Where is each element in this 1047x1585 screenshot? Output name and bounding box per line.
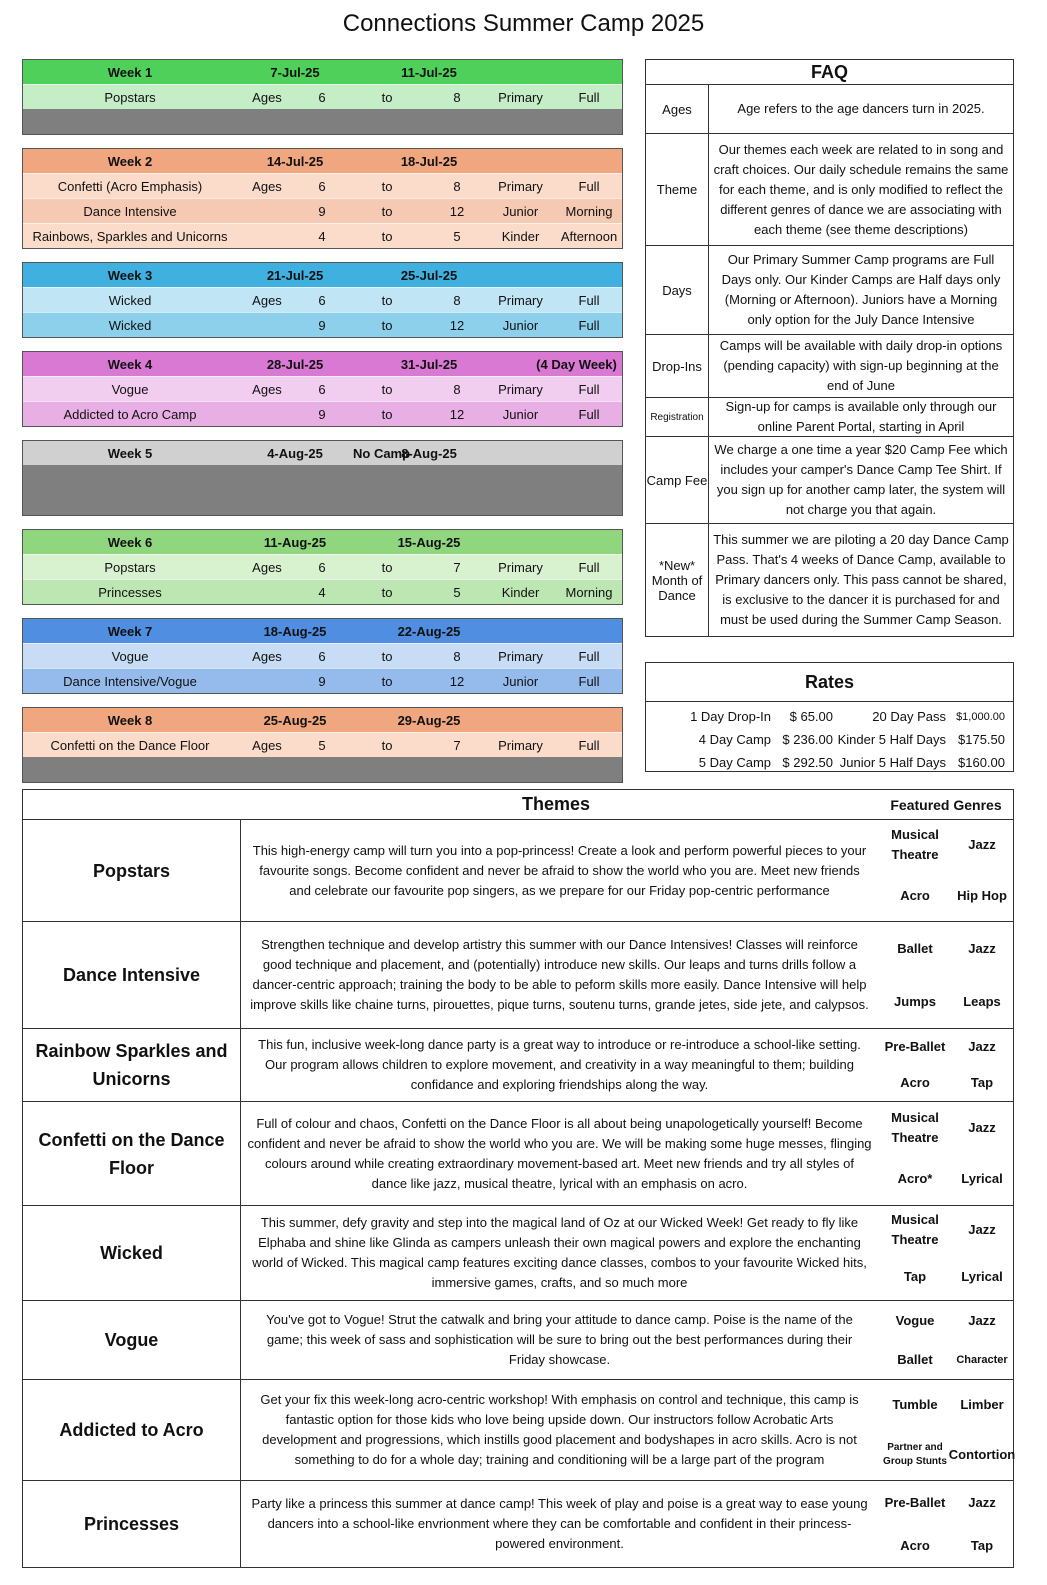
theme-genres — [879, 1481, 1013, 1567]
rate-value: $ 236.00 — [782, 732, 833, 747]
faq-question: Days — [646, 246, 709, 334]
faq-question: Ages — [646, 85, 709, 133]
genre-label: Jazz — [968, 1119, 996, 1135]
camp-to: to — [381, 406, 393, 422]
themes-table — [22, 789, 1014, 1568]
camp-name: Confetti on the Dance Floor — [50, 737, 210, 753]
camp-until: 8 — [453, 648, 461, 664]
camp-session: Full — [578, 648, 600, 664]
rate-row — [646, 751, 1013, 774]
genre-label: Jumps — [894, 993, 936, 1009]
camp-to: to — [381, 292, 393, 308]
camp-until: 12 — [449, 406, 465, 422]
camp-name: Popstars — [104, 89, 156, 105]
theme-description: Strengthen technique and develop artistry this summer with our Dance Intensives! Classes will reinforce good technique and placement, and (potentially) introduce new skills. Our leaps and turns drills follow a dancer-centric approach; training the body to be able to peform skills more easily. Dance Intensive will help improve skills like chaine turns, pirouettes, pique turns, soutenu turns, grande jetes, side jete, and calypsos. — [241, 922, 879, 1028]
camp-level: Primary — [498, 178, 543, 194]
camp-to: to — [381, 317, 393, 333]
camp-session: Full — [578, 406, 600, 422]
camp-level: Junior — [502, 203, 539, 219]
camp-session: Full — [578, 673, 600, 689]
themes-title: Themes — [521, 794, 591, 814]
weeks-schedule — [22, 59, 623, 796]
genre-label: Character — [956, 1353, 1008, 1366]
week-label: Week 7 — [107, 623, 153, 639]
camp-to: to — [381, 648, 393, 664]
camp-name: Princesses — [98, 584, 162, 600]
camp-name: Wicked — [108, 317, 152, 333]
camp-name: Rainbows, Sparkles and Unicorns — [32, 228, 228, 244]
theme-genres — [879, 1380, 1016, 1480]
week-start-date: 28-Jul-25 — [266, 356, 324, 372]
rates-title: Rates — [646, 663, 1013, 702]
rate-row — [646, 728, 1013, 751]
theme-description: Full of colour and chaos, Confetti on the Dance Floor is all about being unapologetically yourself! Become confident and never be afraid to show the world who you are. We will be making some huge messes, flinging colours around while creating extraordinary movement-based art. Meet new friends and try all styles of dance like jazz, musical theatre, lyrical with an emphasis on acro. — [241, 1102, 879, 1205]
theme-genres — [879, 1102, 1013, 1205]
faq-question: *New* Month of Dance — [646, 524, 709, 636]
camp-level: Junior — [502, 317, 539, 333]
theme-row — [23, 1301, 1013, 1380]
theme-row — [23, 1029, 1013, 1102]
faq-row — [646, 246, 1013, 335]
theme-name: Addicted to Acro — [23, 1380, 241, 1480]
camp-until: 7 — [453, 559, 461, 575]
week-header — [23, 708, 622, 732]
camp-row — [23, 198, 622, 223]
theme-description: This fun, inclusive week-long dance party is a great way to introduce or re-introduce a school-like setting. Our program allows children to explore movement, and creativity in a way meaningful to them; building confidance and exploring friendships along the way. — [241, 1029, 879, 1101]
week-header — [23, 619, 622, 643]
camp-to: to — [381, 737, 393, 753]
week-block — [22, 351, 623, 427]
camp-to: to — [381, 89, 393, 105]
camp-row — [23, 643, 622, 668]
camp-from: 6 — [318, 178, 326, 194]
theme-row — [23, 922, 1013, 1029]
camp-ages: Ages — [252, 178, 282, 194]
theme-name: Wicked — [23, 1206, 241, 1300]
week-end-date: 18-Jul-25 — [400, 153, 458, 169]
camp-level: Kinder — [501, 584, 540, 600]
camp-level: Junior — [502, 673, 539, 689]
genre-label: Limber — [960, 1397, 1004, 1412]
week-block — [22, 59, 623, 135]
week-note-right: (4 Day Week) — [536, 356, 617, 372]
theme-description: Get your fix this week-long acro-centric workshop! With emphasis on control and technique, this camp is fantastic option for those kids who love being upside down. Our instructors follow Acrobatic Arts development and progressions, which instills good placement and bodyshapes in acro skills. Acro is not something to do for a whole day; training and conditioning will be a large part of the program — [241, 1380, 879, 1480]
theme-description: Party like a princess this summer at dance camp! This week of play and poise is a great way to ease young dancers into a school-like envrionment where they can be comfortable and confident in their princess-powered environment. — [241, 1481, 879, 1567]
genre-label: Pre-Ballet — [884, 1039, 946, 1054]
rate-value: $175.50 — [958, 732, 1005, 747]
camp-row — [23, 401, 622, 426]
rate-value: $ 292.50 — [782, 755, 833, 770]
week-header — [23, 352, 622, 376]
empty-bar — [23, 109, 622, 134]
week-label: Week 5 — [107, 445, 153, 461]
week-header — [23, 149, 622, 173]
week-header — [23, 263, 622, 287]
camp-ages: Ages — [252, 559, 282, 575]
genre-label: Jazz — [968, 1221, 996, 1237]
camp-session: Full — [578, 178, 600, 194]
camp-row — [23, 668, 622, 693]
camp-session: Morning — [565, 203, 613, 219]
empty-bar — [23, 465, 622, 515]
genre-label: Jazz — [968, 940, 996, 956]
theme-row — [23, 1206, 1013, 1301]
faq-row — [646, 85, 1013, 134]
rate-row — [646, 705, 1013, 728]
faq-answer: Age refers to the age dancers turn in 2025. — [737, 101, 985, 116]
camp-to: to — [381, 673, 393, 689]
week-start-date: 18-Aug-25 — [263, 623, 327, 639]
week-header — [23, 60, 622, 84]
camp-session: Full — [578, 381, 600, 397]
theme-name: Rainbow Sparkles and Unicorns — [23, 1029, 241, 1101]
theme-genres — [879, 820, 1013, 921]
camp-from: 6 — [318, 648, 326, 664]
faq-answer: Our themes each week are related to in song and craft choices. Our daily schedule remains the same for each theme, and is only modified to reflect the different genres of dance we are associating with each theme (see theme descriptions) — [713, 141, 1009, 237]
week-label: Week 6 — [107, 534, 153, 550]
genre-label: Jazz — [968, 1312, 996, 1328]
week-end-date: 29-Aug-25 — [397, 712, 461, 728]
camp-until: 8 — [453, 381, 461, 397]
rate-label: 1 Day Drop-In — [690, 709, 771, 724]
camp-row — [23, 287, 622, 312]
camp-row — [23, 223, 622, 248]
camp-session: Afternoon — [560, 228, 618, 244]
theme-name: Dance Intensive — [23, 922, 241, 1028]
week-end-date: 11-Jul-25 — [401, 64, 457, 80]
faq-answer: Camps will be available with daily drop-in options (pending capacity) with sign-up beginning at the end of June — [719, 338, 1003, 393]
week-block — [22, 618, 623, 694]
genre-label: Acro — [900, 1075, 930, 1090]
rate-value: $1,000.00 — [956, 710, 1005, 723]
camp-row — [23, 173, 622, 198]
theme-row — [23, 1481, 1013, 1567]
camp-level: Primary — [498, 381, 543, 397]
week-label: Week 3 — [107, 267, 153, 283]
week-start-date: 21-Jul-25 — [266, 267, 324, 283]
camp-level: Junior — [502, 406, 539, 422]
genre-label: Hip Hop — [957, 887, 1007, 903]
camp-from: 4 — [318, 584, 326, 600]
genre-label: Musical Theatre — [891, 1211, 939, 1247]
camp-until: 8 — [453, 178, 461, 194]
camp-session: Full — [578, 317, 600, 333]
camp-to: to — [381, 381, 393, 397]
genre-label: Pre-Ballet — [884, 1494, 946, 1510]
camp-session: Full — [578, 89, 600, 105]
rate-label: 4 Day Camp — [698, 732, 771, 747]
week-label: Week 8 — [107, 712, 153, 728]
faq-table — [645, 59, 1014, 637]
camp-until: 5 — [453, 584, 461, 600]
week-end-date: 25-Jul-25 — [400, 267, 458, 283]
genre-label: Lyrical — [961, 1171, 1003, 1187]
week-block — [22, 529, 623, 605]
camp-name: Confetti (Acro Emphasis) — [57, 178, 203, 194]
genre-label: Lyrical — [961, 1268, 1003, 1284]
theme-description: This high-energy camp will turn you into a pop-princess! Create a look and perform powerful pieces to your favourite songs. Become confident and never be afraid to show the world who you are. Meet new friends and celebrate our favourite pop singers, as we prepare for our Friday pop-centric performance — [241, 820, 879, 921]
camp-session: Full — [578, 737, 600, 753]
camp-until: 8 — [453, 292, 461, 308]
genre-label: Jazz — [968, 1494, 996, 1510]
theme-description: You've got to Vogue! Strut the catwalk and bring your attitude to dance camp. Poise is the name of the game; this week of sass and sophistication will be sure to bring out the best performances during their Friday showcase. — [241, 1301, 879, 1379]
genre-label: Partner and Group Stunts — [883, 1442, 947, 1467]
theme-genres — [879, 1029, 1013, 1101]
week-label: Week 1 — [107, 64, 153, 80]
faq-row — [646, 398, 1013, 437]
page-title: Connections Summer Camp 2025 — [342, 10, 705, 37]
genre-label: Vogue — [895, 1312, 935, 1328]
theme-row — [23, 820, 1013, 922]
camp-from: 4 — [318, 228, 326, 244]
week-block — [22, 440, 623, 516]
camp-to: to — [381, 584, 393, 600]
camp-name: Dance Intensive/Vogue — [63, 673, 197, 689]
rate-label: Kinder 5 Half Days — [837, 732, 946, 747]
faq-question: Theme — [646, 134, 709, 245]
camp-session: Morning — [565, 584, 613, 600]
camp-from: 5 — [318, 737, 326, 753]
rate-value: $160.00 — [958, 755, 1005, 770]
camp-from: 9 — [318, 673, 326, 689]
theme-description: This summer, defy gravity and step into the magical land of Oz at our Wicked Week! Get ready to fly like Elphaba and shine like Glinda as campers unleash their own magical powers and explore the enchanting world of Wicked. This magical camp features exciting dance classes, combos to your favourite Wicked hits, immersive games, crafts, and so much more — [241, 1206, 879, 1300]
genres-title: Featured Genres — [890, 796, 1002, 813]
genre-label: Jazz — [968, 1039, 996, 1054]
week-start-date: 4-Aug-25 — [267, 445, 323, 461]
genre-label: Leaps — [963, 993, 1001, 1009]
theme-row — [23, 1380, 1016, 1481]
camp-to: to — [381, 178, 393, 194]
camp-name: Vogue — [111, 381, 149, 397]
week-header — [23, 441, 622, 465]
camp-until: 8 — [453, 89, 461, 105]
camp-from: 6 — [318, 292, 326, 308]
week-end-date: 8-Aug-25 — [401, 445, 457, 461]
faq-row — [646, 437, 1013, 524]
genre-label: Tap — [903, 1268, 927, 1284]
camp-name: Popstars — [104, 559, 156, 575]
week-start-date: 25-Aug-25 — [263, 712, 327, 728]
week-start-date: 11-Aug-25 — [263, 534, 327, 550]
camp-level: Kinder — [501, 228, 540, 244]
theme-genres — [879, 922, 1013, 1028]
camp-from: 9 — [318, 203, 326, 219]
theme-genres — [879, 1206, 1013, 1300]
faq-row — [646, 524, 1013, 636]
week-block — [22, 262, 623, 338]
faq-answer: Our Primary Summer Camp programs are Full Days only. Our Kinder Camps are Half days only (Morning or Afternoon). Juniors have a Morning only option for the July Dance Intensive — [721, 252, 1001, 327]
camp-session: Full — [578, 292, 600, 308]
camp-until: 12 — [449, 673, 465, 689]
rate-label: Junior 5 Half Days — [839, 755, 946, 770]
camp-row — [23, 376, 622, 401]
genre-label: Acro — [900, 1537, 930, 1553]
genre-label: Jazz — [968, 837, 996, 853]
camp-ages: Ages — [252, 381, 282, 397]
week-start-date: 14-Jul-25 — [266, 153, 324, 169]
rates-table — [645, 662, 1014, 772]
camp-level: Primary — [498, 292, 543, 308]
week-end-date: 22-Aug-25 — [397, 623, 461, 639]
week-end-date: 15-Aug-25 — [397, 534, 461, 550]
camp-from: 6 — [318, 559, 326, 575]
theme-name: Popstars — [23, 820, 241, 921]
week-end-date: 31-Jul-25 — [400, 356, 458, 372]
camp-name: Dance Intensive — [83, 203, 177, 219]
camp-session: Full — [578, 559, 600, 575]
camp-from: 9 — [318, 317, 326, 333]
camp-row — [23, 312, 622, 337]
faq-question: Registration — [646, 398, 709, 436]
camp-from: 6 — [318, 381, 326, 397]
theme-name: Princesses — [23, 1481, 241, 1567]
rate-value: $ 65.00 — [789, 709, 833, 724]
camp-level: Primary — [498, 737, 543, 753]
faq-question: Camp Fee — [646, 437, 709, 523]
camp-row — [23, 84, 622, 109]
theme-name: Vogue — [23, 1301, 241, 1379]
genre-label: Acro* — [897, 1171, 933, 1187]
camp-to: to — [381, 228, 393, 244]
rate-label: 5 Day Camp — [698, 755, 771, 770]
camp-ages: Ages — [252, 737, 282, 753]
genre-label: Contortion — [948, 1447, 1016, 1462]
camp-row — [23, 554, 622, 579]
theme-genres — [879, 1301, 1013, 1379]
genre-label: Musical Theatre — [891, 1109, 939, 1145]
camp-ages: Ages — [252, 89, 282, 105]
camp-until: 7 — [453, 737, 461, 753]
camp-from: 6 — [318, 89, 326, 105]
camp-ages: Ages — [252, 648, 282, 664]
camp-until: 12 — [449, 203, 465, 219]
faq-row — [646, 134, 1013, 246]
week-label: Week 4 — [107, 356, 153, 372]
camp-row — [23, 732, 622, 757]
week-label: Week 2 — [107, 153, 153, 169]
camp-to: to — [381, 203, 393, 219]
genre-label: Tap — [970, 1075, 994, 1090]
faq-question: Drop-Ins — [646, 335, 709, 397]
genre-label: Tap — [970, 1537, 994, 1553]
faq-title: FAQ — [646, 60, 1013, 85]
faq-answer: We charge a one time a year $20 Camp Fee which includes your camper's Dance Camp Tee Shirt. If you sign up for another camp later, the system will not charge you that again. — [714, 442, 1008, 517]
faq-answer: This summer we are piloting a 20 day Dance Camp Pass. That's 4 weeks of Dance Camp, available to Primary dancers only. This pass cannot be shared, is exclusive to the dancer it is purchased for and must be used during the Summer Camp Season. — [713, 532, 1009, 627]
genre-label: Acro — [900, 887, 930, 903]
camp-level: Primary — [498, 559, 543, 575]
empty-bar — [23, 757, 622, 782]
camp-until: 5 — [453, 228, 461, 244]
week-start-date: 7-Jul-25 — [270, 64, 320, 80]
theme-name: Confetti on the Dance Floor — [23, 1102, 241, 1205]
camp-name: Addicted to Acro Camp — [63, 406, 197, 422]
week-block — [22, 148, 623, 249]
week-block — [22, 707, 623, 783]
camp-row — [23, 579, 622, 604]
genre-label: Ballet — [897, 1351, 933, 1367]
camp-name: Vogue — [111, 648, 149, 664]
theme-row — [23, 1102, 1013, 1206]
camp-until: 12 — [449, 317, 465, 333]
camp-level: Primary — [498, 89, 543, 105]
camp-name: Wicked — [108, 292, 152, 308]
genre-label: Tumble — [892, 1397, 938, 1412]
week-note: No Camp — [353, 445, 411, 461]
camp-ages: Ages — [252, 292, 282, 308]
camp-from: 9 — [318, 406, 326, 422]
rate-label: 20 Day Pass — [872, 709, 946, 724]
genre-label: Musical Theatre — [891, 827, 939, 863]
camp-level: Primary — [498, 648, 543, 664]
week-header — [23, 530, 622, 554]
faq-row — [646, 335, 1013, 398]
camp-to: to — [381, 559, 393, 575]
genre-label: Ballet — [897, 940, 933, 956]
faq-answer: Sign-up for camps is available only through our online Parent Portal, starting in April — [725, 399, 997, 434]
